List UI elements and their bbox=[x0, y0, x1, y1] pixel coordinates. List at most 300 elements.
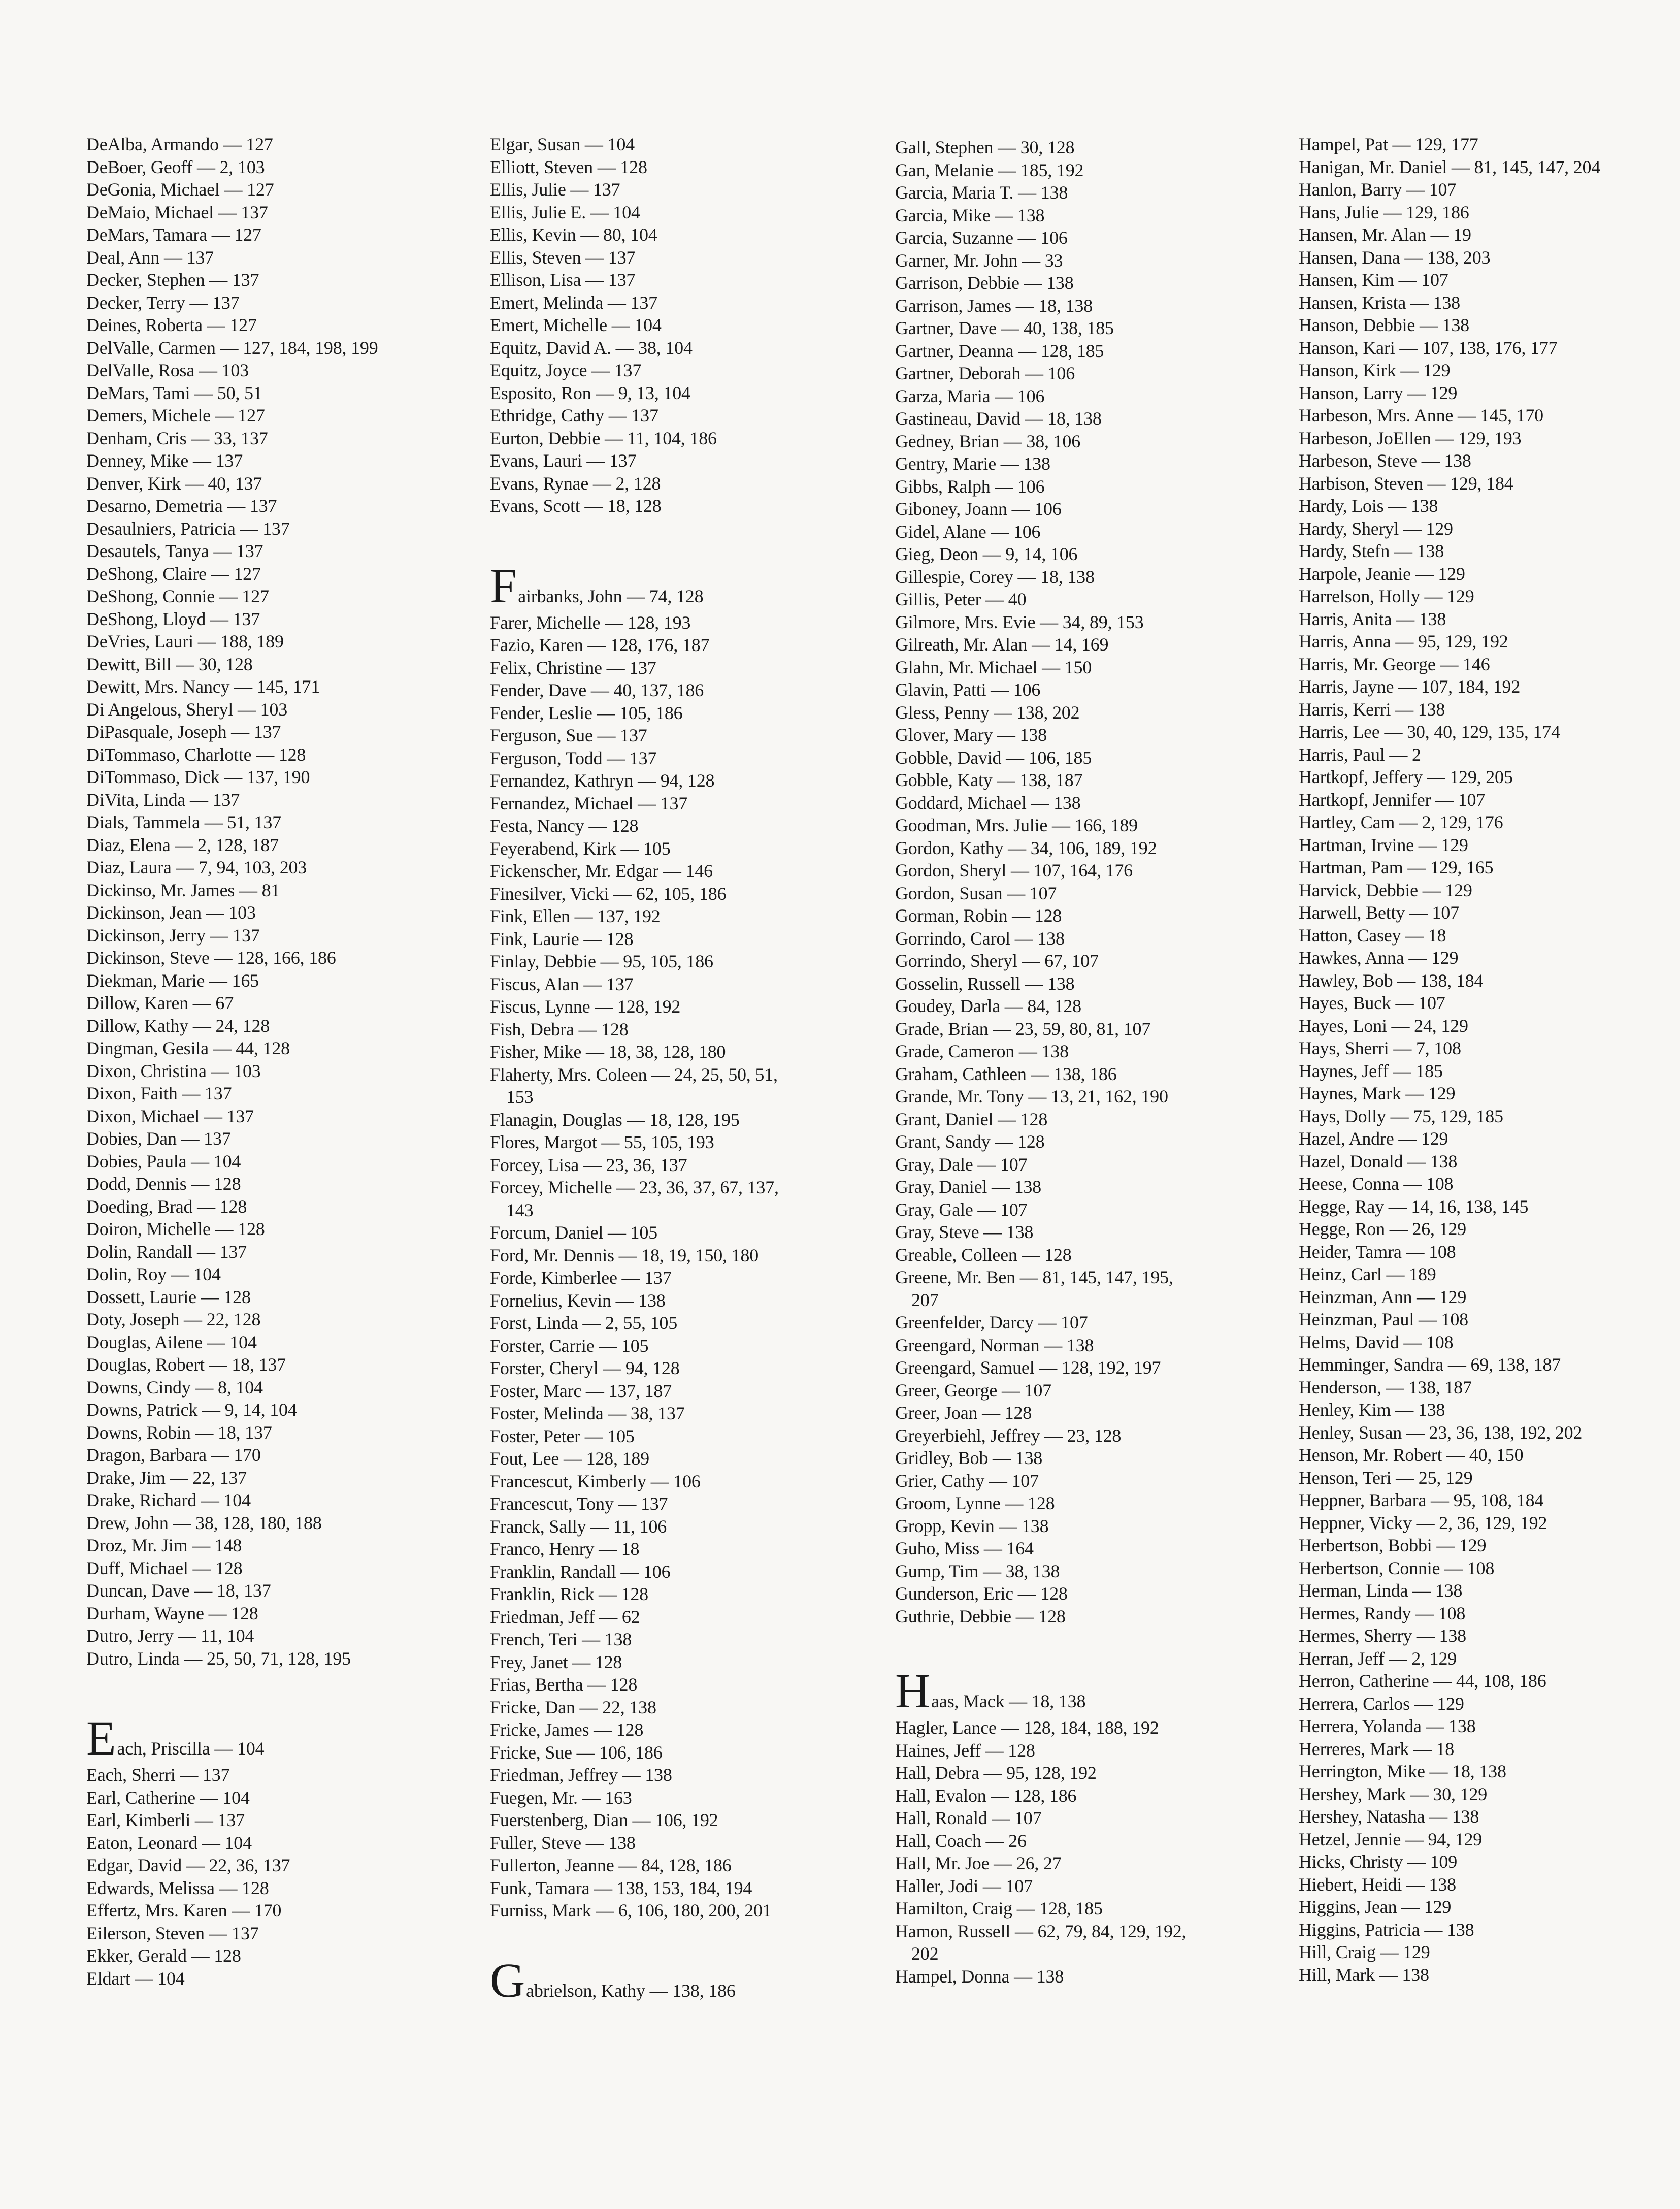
index-entry: Garrison, James — 18, 138 bbox=[895, 295, 1093, 316]
index-entry: Dickinso, Mr. James — 81 bbox=[86, 880, 280, 900]
index-entry: Harris, Kerri — 138 bbox=[1299, 699, 1445, 720]
index-entry: Diaz, Laura — 7, 94, 103, 203 bbox=[86, 857, 307, 878]
index-entry: Heinzman, Paul — 108 bbox=[1299, 1309, 1468, 1329]
index-entry: Harwell, Betty — 107 bbox=[1299, 902, 1459, 923]
index-entry: Gordon, Kathy — 34, 106, 189, 192 bbox=[895, 837, 1157, 858]
index-entry: Denney, Mike — 137 bbox=[86, 450, 243, 471]
index-entry: DiPasquale, Joseph — 137 bbox=[86, 722, 281, 742]
index-entry-wrapped: Hamon, Russell — 62, 79, 84, 129, 192, 202 bbox=[895, 1921, 1187, 1964]
index-entry: Heinzman, Ann — 129 bbox=[1299, 1286, 1467, 1307]
index-entry: Harris, Lee — 30, 40, 129, 135, 174 bbox=[1299, 722, 1560, 742]
index-entry: Earl, Kimberli — 137 bbox=[86, 1810, 245, 1830]
index-entry: Forcum, Daniel — 105 bbox=[490, 1222, 657, 1243]
index-entry: Dolin, Roy — 104 bbox=[86, 1264, 221, 1284]
index-entry: Haller, Jodi — 107 bbox=[895, 1875, 1033, 1896]
index-entry: Fink, Laurie — 128 bbox=[490, 928, 634, 949]
index-entry: Gan, Melanie — 185, 192 bbox=[895, 159, 1084, 180]
index-entry: Gobble, David — 106, 185 bbox=[895, 747, 1092, 768]
index-entry: Harbeson, Mrs. Anne — 145, 170 bbox=[1299, 405, 1543, 426]
index-entry: Hans, Julie — 129, 186 bbox=[1299, 202, 1469, 222]
index-entry: Hanson, Larry — 129 bbox=[1299, 382, 1458, 403]
index-entry: Franklin, Rick — 128 bbox=[490, 1584, 648, 1604]
index-entry: Drake, Jim — 22, 137 bbox=[86, 1467, 247, 1488]
index-entry: Greer, George — 107 bbox=[895, 1380, 1051, 1401]
index-entry: Hansen, Krista — 138 bbox=[1299, 292, 1460, 313]
index-entry: Hatton, Casey — 18 bbox=[1299, 925, 1446, 946]
h-entries bbox=[895, 1716, 1296, 1920]
index-entry: Henson, Teri — 25, 129 bbox=[1299, 1467, 1473, 1488]
index-entry: Gastineau, David — 18, 138 bbox=[895, 408, 1102, 429]
index-entry: Hartman, Pam — 129, 165 bbox=[1299, 857, 1494, 878]
index-entry: Dobies, Dan — 137 bbox=[86, 1128, 231, 1149]
index-entry: Hazel, Donald — 138 bbox=[1299, 1151, 1458, 1172]
index-entry: Gridley, Bob — 138 bbox=[895, 1448, 1043, 1468]
index-entry: Edwards, Melissa — 128 bbox=[86, 1877, 269, 1898]
index-entry: Friedman, Jeff — 62 bbox=[490, 1606, 640, 1627]
index-entry: Forcey, Lisa — 23, 36, 137 bbox=[490, 1154, 687, 1175]
index-entry: Gall, Stephen — 30, 128 bbox=[895, 137, 1075, 157]
index-entry: Hayes, Loni — 24, 129 bbox=[1299, 1015, 1468, 1036]
index-entry: Fricke, James — 128 bbox=[490, 1719, 644, 1740]
index-entry: Harbeson, Steve — 138 bbox=[1299, 450, 1471, 471]
index-entry: Eaton, Leonard — 104 bbox=[86, 1832, 252, 1853]
index-column-1 bbox=[86, 133, 472, 1990]
e-entries-continued bbox=[490, 133, 891, 517]
index-entry: Greengard, Samuel — 128, 192, 197 bbox=[895, 1357, 1161, 1378]
index-entry: Gordon, Susan — 107 bbox=[895, 883, 1057, 903]
index-entry: Fuegen, Mr. — 163 bbox=[490, 1787, 632, 1808]
index-entry: Decker, Terry — 137 bbox=[86, 292, 240, 313]
index-entry: Dixon, Michael — 137 bbox=[86, 1106, 254, 1126]
g-entries bbox=[895, 136, 1296, 1266]
index-entry: Grant, Sandy — 128 bbox=[895, 1131, 1045, 1152]
index-entry: Doty, Joseph — 22, 128 bbox=[86, 1309, 261, 1329]
index-entry: Duncan, Dave — 18, 137 bbox=[86, 1580, 271, 1601]
index-column-3 bbox=[895, 136, 1296, 1988]
index-entry: Hagler, Lance — 128, 184, 188, 192 bbox=[895, 1717, 1159, 1738]
index-entry: Gieg, Deon — 9, 14, 106 bbox=[895, 544, 1078, 564]
index-entry: Fullerton, Jeanne — 84, 128, 186 bbox=[490, 1855, 732, 1875]
index-entry-wrapped: Greene, Mr. Ben — 81, 145, 147, 195, 207 bbox=[895, 1267, 1173, 1310]
index-entry: Gray, Steve — 138 bbox=[895, 1222, 1034, 1242]
index-entry: Fazio, Karen — 128, 176, 187 bbox=[490, 635, 710, 655]
index-entry: Feyerabend, Kirk — 105 bbox=[490, 838, 671, 859]
index-entry: DeMars, Tamara — 127 bbox=[86, 224, 261, 245]
index-entry: Ekker, Gerald — 128 bbox=[86, 1945, 241, 1966]
index-entry: Grade, Cameron — 138 bbox=[895, 1041, 1069, 1061]
index-entry: Gosselin, Russell — 138 bbox=[895, 973, 1075, 994]
index-entry: Glavin, Patti — 106 bbox=[895, 679, 1041, 700]
index-entry: Durham, Wayne — 128 bbox=[86, 1603, 258, 1623]
drop-cap-h: H bbox=[895, 1664, 931, 1718]
index-entry: DeShong, Claire — 127 bbox=[86, 563, 261, 584]
index-entry: Forst, Linda — 2, 55, 105 bbox=[490, 1313, 677, 1333]
index-entry: Gunderson, Eric — 128 bbox=[895, 1583, 1068, 1604]
d-entries bbox=[86, 133, 472, 1670]
index-entry: Hall, Ronald — 107 bbox=[895, 1808, 1042, 1828]
drop-cap-g: G bbox=[490, 1953, 525, 2007]
drop-cap-f: F bbox=[490, 558, 517, 613]
index-entry: Each, Sherri — 137 bbox=[86, 1765, 230, 1785]
index-entry: Dodd, Dennis — 128 bbox=[86, 1174, 241, 1194]
index-entry: Francescut, Kimberly — 106 bbox=[490, 1471, 701, 1491]
index-entry: Fish, Debra — 128 bbox=[490, 1019, 629, 1039]
index-entry: Evans, Lauri — 137 bbox=[490, 450, 637, 471]
index-entry: Downs, Patrick — 9, 14, 104 bbox=[86, 1400, 297, 1420]
index-entry: Harris, Jayne — 107, 184, 192 bbox=[1299, 676, 1521, 697]
index-entry: Fuerstenberg, Dian — 106, 192 bbox=[490, 1810, 718, 1830]
index-entry: DeShong, Connie — 127 bbox=[86, 586, 269, 606]
index-entry: Herran, Jeff — 2, 129 bbox=[1299, 1648, 1457, 1669]
index-entry: Festa, Nancy — 128 bbox=[490, 816, 639, 836]
index-entry: Hicks, Christy — 109 bbox=[1299, 1851, 1458, 1872]
index-entry: Ellis, Julie — 137 bbox=[490, 179, 620, 200]
index-entry: Gilmore, Mrs. Evie — 34, 89, 153 bbox=[895, 611, 1144, 632]
index-entry: Gorman, Robin — 128 bbox=[895, 905, 1062, 926]
index-entry: Gray, Gale — 107 bbox=[895, 1199, 1028, 1220]
e-entries bbox=[86, 1764, 472, 1990]
index-entry: Gillis, Peter — 40 bbox=[895, 589, 1027, 609]
index-entry: Goodman, Mrs. Julie — 166, 189 bbox=[895, 815, 1138, 835]
index-entry: Effertz, Mrs. Karen — 170 bbox=[86, 1900, 282, 1921]
index-entry: Gillespie, Corey — 18, 138 bbox=[895, 566, 1095, 587]
index-entry: Finesilver, Vicki — 62, 105, 186 bbox=[490, 883, 727, 904]
index-entry: Emert, Melinda — 137 bbox=[490, 292, 657, 313]
index-entry: Gobble, Katy — 138, 187 bbox=[895, 770, 1083, 790]
index-entry: Funk, Tamara — 138, 153, 184, 194 bbox=[490, 1877, 752, 1898]
index-entry: Harris, Anna — 95, 129, 192 bbox=[1299, 631, 1508, 652]
index-entry: DiTommaso, Charlotte — 128 bbox=[86, 744, 306, 765]
index-entry: Garcia, Maria T. — 138 bbox=[895, 182, 1068, 203]
index-entry: Hampel, Pat — 129, 177 bbox=[1299, 134, 1478, 154]
index-entry: Glover, Mary — 138 bbox=[895, 725, 1047, 745]
index-entry: Dutro, Linda — 25, 50, 71, 128, 195 bbox=[86, 1648, 351, 1669]
index-entry: Herbertson, Connie — 108 bbox=[1299, 1557, 1495, 1578]
index-entry: Hawley, Bob — 138, 184 bbox=[1299, 970, 1484, 991]
index-entry: Elgar, Susan — 104 bbox=[490, 134, 635, 154]
index-entry: Gilreath, Mr. Alan — 14, 169 bbox=[895, 634, 1109, 655]
index-entry: Dickinson, Jean — 103 bbox=[86, 902, 256, 923]
index-entry: DeAlba, Armando — 127 bbox=[86, 134, 273, 154]
index-entry: Hall, Coach — 26 bbox=[895, 1830, 1027, 1851]
index-entry: Hanigan, Mr. Daniel — 81, 145, 147, 204 bbox=[1299, 156, 1601, 177]
index-entry: Fender, Leslie — 105, 186 bbox=[490, 702, 683, 723]
index-entry: Hegge, Ray — 14, 16, 138, 145 bbox=[1299, 1196, 1529, 1217]
index-entry: Higgins, Jean — 129 bbox=[1299, 1897, 1452, 1917]
index-entry: Fiscus, Alan — 137 bbox=[490, 973, 634, 994]
index-entry: Henley, Kim — 138 bbox=[1299, 1400, 1445, 1420]
index-entry: Gump, Tim — 38, 138 bbox=[895, 1561, 1060, 1581]
index-entry: Goddard, Michael — 138 bbox=[895, 792, 1081, 813]
index-entry: Finlay, Debbie — 95, 105, 186 bbox=[490, 951, 713, 971]
index-entry: Evans, Scott — 18, 128 bbox=[490, 496, 662, 516]
index-entry: Fender, Dave — 40, 137, 186 bbox=[490, 680, 704, 700]
index-entry: DeBoer, Geoff — 2, 103 bbox=[86, 156, 265, 177]
index-entry: Hartman, Irvine — 129 bbox=[1299, 834, 1468, 855]
index-entry: Downs, Cindy — 8, 104 bbox=[86, 1377, 263, 1398]
f-entries-2 bbox=[490, 1109, 891, 1177]
index-entry: Guthrie, Debbie — 128 bbox=[895, 1606, 1066, 1627]
index-entry: Greengard, Norman — 138 bbox=[895, 1335, 1094, 1355]
index-entry: Grande, Mr. Tony — 13, 21, 162, 190 bbox=[895, 1086, 1168, 1107]
index-entry: Gray, Dale — 107 bbox=[895, 1154, 1028, 1175]
index-entry: Grant, Daniel — 128 bbox=[895, 1109, 1048, 1129]
index-entry: Gedney, Brian — 38, 106 bbox=[895, 431, 1080, 451]
index-entry: Deal, Ann — 137 bbox=[86, 247, 214, 268]
index-entry: DeVries, Lauri — 188, 189 bbox=[86, 631, 284, 652]
index-entry: Hetzel, Jennie — 94, 129 bbox=[1299, 1829, 1483, 1849]
index-entry: Ferguson, Todd — 137 bbox=[490, 748, 657, 768]
index-entry: Hampel, Donna — 138 bbox=[895, 1966, 1064, 1987]
index-entry: Hazel, Andre — 129 bbox=[1299, 1128, 1448, 1149]
index-entry: Drake, Richard — 104 bbox=[86, 1490, 251, 1510]
index-entry: Di Angelous, Sheryl — 103 bbox=[86, 699, 287, 720]
index-entry: Droz, Mr. Jim — 148 bbox=[86, 1535, 242, 1555]
index-entry: Downs, Robin — 18, 137 bbox=[86, 1422, 272, 1443]
index-entry: Fernandez, Kathryn — 94, 128 bbox=[490, 770, 715, 791]
index-entry: Hemminger, Sandra — 69, 138, 187 bbox=[1299, 1354, 1561, 1375]
index-entry: Eurton, Debbie — 11, 104, 186 bbox=[490, 428, 717, 448]
index-entry: Friedman, Jeffrey — 138 bbox=[490, 1765, 672, 1785]
index-entry: Dickinson, Steve — 128, 166, 186 bbox=[86, 948, 336, 968]
index-entry: Gropp, Kevin — 138 bbox=[895, 1515, 1049, 1536]
index-entry: Gartner, Deborah — 106 bbox=[895, 363, 1075, 383]
index-entry: Hansen, Dana — 138, 203 bbox=[1299, 247, 1491, 268]
index-entry: Hardy, Sheryl — 129 bbox=[1299, 518, 1453, 539]
index-entry: DeShong, Lloyd — 137 bbox=[86, 608, 260, 629]
index-entry: DeMaio, Michael — 137 bbox=[86, 202, 268, 222]
index-entry: Haynes, Mark — 129 bbox=[1299, 1083, 1456, 1103]
index-entry: Hegge, Ron — 26, 129 bbox=[1299, 1219, 1466, 1239]
index-entry: Greable, Colleen — 128 bbox=[895, 1244, 1072, 1265]
index-entry: Hermes, Randy — 108 bbox=[1299, 1603, 1466, 1623]
index-entry: Guho, Miss — 164 bbox=[895, 1538, 1034, 1558]
index-entry: Dillow, Kathy — 24, 128 bbox=[86, 1015, 270, 1036]
index-entry: Fricke, Sue — 106, 186 bbox=[490, 1742, 663, 1763]
h-entries-continued bbox=[1299, 133, 1674, 1986]
index-entry: Fisher, Mike — 18, 38, 128, 180 bbox=[490, 1042, 726, 1062]
index-entry: Denham, Cris — 33, 137 bbox=[86, 428, 268, 448]
index-entry: Hartley, Cam — 2, 129, 176 bbox=[1299, 812, 1503, 832]
index-entry: Garcia, Suzanne — 106 bbox=[895, 228, 1068, 248]
index-entry: Heider, Tamra — 108 bbox=[1299, 1241, 1456, 1262]
index-entry: Hartkopf, Jeffery — 129, 205 bbox=[1299, 767, 1513, 787]
index-entry: DiVita, Linda — 137 bbox=[86, 789, 240, 810]
index-entry: Emert, Michelle — 104 bbox=[490, 315, 662, 335]
index-entry: Hansen, Kim — 107 bbox=[1299, 270, 1448, 290]
index-entry: Hayes, Buck — 107 bbox=[1299, 993, 1445, 1013]
index-entry: Franck, Sally — 11, 106 bbox=[490, 1516, 667, 1537]
index-entry: Garza, Maria — 106 bbox=[895, 385, 1045, 406]
index-entry: Harris, Paul — 2 bbox=[1299, 744, 1421, 765]
index-entry: Ford, Mr. Dennis — 18, 19, 150, 180 bbox=[490, 1245, 759, 1265]
index-entry: Desaulniers, Patricia — 137 bbox=[86, 518, 290, 539]
index-entry: Francescut, Tony — 137 bbox=[490, 1493, 668, 1514]
index-entry: Hardy, Lois — 138 bbox=[1299, 496, 1438, 516]
index-entry: Hays, Sherri — 7, 108 bbox=[1299, 1038, 1461, 1058]
index-entry: Frias, Bertha — 128 bbox=[490, 1674, 638, 1695]
index-entry: Haynes, Jeff — 185 bbox=[1299, 1060, 1443, 1081]
index-entry: Hamilton, Craig — 128, 185 bbox=[895, 1898, 1103, 1919]
index-entry: Hanlon, Barry — 107 bbox=[1299, 179, 1457, 200]
index-entry: Hawkes, Anna — 129 bbox=[1299, 948, 1459, 968]
index-entry: Fout, Lee — 128, 189 bbox=[490, 1448, 649, 1469]
h-section bbox=[895, 1664, 1296, 1988]
index-entry: Demers, Michele — 127 bbox=[86, 405, 265, 426]
index-entry: Glahn, Mr. Michael — 150 bbox=[895, 657, 1092, 677]
index-entry: Harrelson, Holly — 129 bbox=[1299, 586, 1474, 606]
index-entry: Dobies, Paula — 104 bbox=[86, 1151, 241, 1172]
index-entry: Hartkopf, Jennifer — 107 bbox=[1299, 789, 1486, 810]
g-entries-2 bbox=[895, 1311, 1296, 1628]
index-entry: Haines, Jeff — 128 bbox=[895, 1740, 1035, 1761]
index-entry: Dragon, Barbara — 170 bbox=[86, 1445, 261, 1465]
e-section-first-entry: Each, Priscilla — 104 bbox=[86, 1711, 265, 1765]
index-entry: Doeding, Brad — 128 bbox=[86, 1196, 247, 1217]
index-entry: Gartner, Dave — 40, 138, 185 bbox=[895, 318, 1114, 338]
index-entry: Dixon, Faith — 137 bbox=[86, 1083, 232, 1103]
index-entry: Herrera, Yolanda — 138 bbox=[1299, 1716, 1476, 1736]
index-entry: Denver, Kirk — 40, 137 bbox=[86, 473, 262, 494]
index-entry: Dewitt, Bill — 30, 128 bbox=[86, 654, 253, 674]
index-entry: Herrera, Carlos — 129 bbox=[1299, 1693, 1464, 1714]
index-entry: Duff, Michael — 128 bbox=[86, 1557, 243, 1578]
index-entry: Gentry, Marie — 138 bbox=[895, 453, 1050, 474]
index-entry: Ellis, Kevin — 80, 104 bbox=[490, 224, 657, 245]
index-entry: Groom, Lynne — 128 bbox=[895, 1493, 1055, 1513]
index-entry-wrapped: Forcey, Michelle — 23, 36, 37, 67, 137, 143 bbox=[490, 1177, 779, 1220]
index-entry: Desarno, Demetria — 137 bbox=[86, 496, 277, 516]
index-entry: Eldart — 104 bbox=[86, 1968, 185, 1989]
index-entry: Ellis, Julie E. — 104 bbox=[490, 202, 640, 222]
index-entry: Hanson, Debbie — 138 bbox=[1299, 315, 1469, 335]
index-entry: Diaz, Elena — 2, 128, 187 bbox=[86, 834, 279, 855]
index-entry: Herman, Linda — 138 bbox=[1299, 1580, 1463, 1601]
index-entry: Foster, Marc — 137, 187 bbox=[490, 1380, 672, 1401]
index-entry: Gorrindo, Sheryl — 67, 107 bbox=[895, 951, 1099, 971]
index-entry: Dillow, Karen — 67 bbox=[86, 993, 234, 1013]
f-entries bbox=[490, 611, 891, 1063]
g-section-start bbox=[490, 1953, 891, 2007]
index-entry: Gordon, Sheryl — 107, 164, 176 bbox=[895, 860, 1133, 881]
index-entry: Fickenscher, Mr. Edgar — 146 bbox=[490, 861, 713, 881]
index-entry: Harbison, Steven — 129, 184 bbox=[1299, 473, 1513, 494]
index-entry: Felix, Christine — 137 bbox=[490, 657, 656, 678]
index-entry: Franklin, Randall — 106 bbox=[490, 1561, 671, 1582]
index-entry: Goudey, Darla — 84, 128 bbox=[895, 996, 1081, 1016]
index-entry: Hardy, Stefn — 138 bbox=[1299, 541, 1444, 561]
index-entry: Greyerbiehl, Jeffrey — 23, 128 bbox=[895, 1425, 1122, 1446]
index-entry: DeMars, Tami — 50, 51 bbox=[86, 382, 262, 403]
index-entry: Henley, Susan — 23, 36, 138, 192, 202 bbox=[1299, 1422, 1583, 1443]
index-entry: Franco, Henry — 18 bbox=[490, 1539, 640, 1559]
index-entry-wrapped: Flaherty, Mrs. Coleen — 24, 25, 50, 51, 153 bbox=[490, 1064, 778, 1107]
index-entry: Harris, Mr. George — 146 bbox=[1299, 654, 1490, 674]
index-entry: Equitz, David A. — 38, 104 bbox=[490, 337, 693, 358]
index-entry: Douglas, Ailene — 104 bbox=[86, 1331, 257, 1352]
index-entry: Dixon, Christina — 103 bbox=[86, 1060, 261, 1081]
index-entry: Eilerson, Steven — 137 bbox=[86, 1923, 259, 1943]
index-entry: Helms, David — 108 bbox=[1299, 1331, 1454, 1352]
index-entry: Harbeson, JoEllen — 129, 193 bbox=[1299, 428, 1522, 448]
index-entry: Dolin, Randall — 137 bbox=[86, 1241, 247, 1262]
index-entry: Fernandez, Michael — 137 bbox=[490, 793, 688, 814]
index-entry: Deines, Roberta — 127 bbox=[86, 315, 257, 335]
index-entry: DeGonia, Michael — 127 bbox=[86, 179, 274, 200]
index-entry: Heppner, Vicky — 2, 36, 129, 192 bbox=[1299, 1512, 1547, 1533]
index-entry: Foster, Peter — 105 bbox=[490, 1425, 635, 1446]
index-entry: Fornelius, Kevin — 138 bbox=[490, 1290, 666, 1311]
index-entry: Garcia, Mike — 138 bbox=[895, 205, 1045, 225]
index-entry: Farer, Michelle — 128, 193 bbox=[490, 612, 691, 633]
index-entry: Hill, Mark — 138 bbox=[1299, 1964, 1429, 1985]
index-entry: Fuller, Steve — 138 bbox=[490, 1832, 636, 1853]
index-entry: Dossett, Laurie — 128 bbox=[86, 1286, 251, 1307]
index-entry: Foster, Melinda — 38, 137 bbox=[490, 1403, 685, 1423]
e-section bbox=[86, 1711, 472, 1990]
index-entry: Ethridge, Cathy — 137 bbox=[490, 405, 658, 426]
index-entry: Ferguson, Sue — 137 bbox=[490, 725, 647, 745]
index-entry: Evans, Rynae — 2, 128 bbox=[490, 473, 661, 494]
index-entry: Dickinson, Jerry — 137 bbox=[86, 925, 260, 946]
index-entry: Fiscus, Lynne — 128, 192 bbox=[490, 996, 681, 1017]
f-section-first-entry: Fairbanks, John — 74, 128 bbox=[490, 558, 704, 613]
index-entry: Hermes, Sherry — 138 bbox=[1299, 1626, 1466, 1646]
index-entry: Forster, Carrie — 105 bbox=[490, 1335, 649, 1356]
index-entry: Herrington, Mike — 18, 138 bbox=[1299, 1761, 1506, 1781]
index-entry: Fricke, Dan — 22, 138 bbox=[490, 1697, 656, 1717]
index-entry: Esposito, Ron — 9, 13, 104 bbox=[490, 382, 690, 403]
f-section bbox=[490, 558, 891, 1922]
f-entries-3 bbox=[490, 1221, 891, 1922]
index-entry: Desautels, Tanya — 137 bbox=[86, 541, 263, 561]
index-entry: Hershey, Natasha — 138 bbox=[1299, 1806, 1479, 1827]
index-entry: Forster, Cheryl — 94, 128 bbox=[490, 1358, 680, 1378]
index-entry: French, Teri — 138 bbox=[490, 1629, 632, 1649]
index-entry: Harpole, Jeanie — 129 bbox=[1299, 563, 1465, 584]
index-entry: DelValle, Rosa — 103 bbox=[86, 360, 249, 380]
index-entry: Gartner, Deanna — 128, 185 bbox=[895, 340, 1104, 361]
index-entry: Flanagin, Douglas — 18, 128, 195 bbox=[490, 1109, 740, 1130]
index-entry: Hall, Debra — 95, 128, 192 bbox=[895, 1763, 1097, 1783]
index-entry: Hall, Mr. Joe — 26, 27 bbox=[895, 1853, 1062, 1873]
index-entry: Hansen, Mr. Alan — 19 bbox=[1299, 224, 1471, 245]
index-entry: Harvick, Debbie — 129 bbox=[1299, 880, 1472, 900]
index-entry: Forde, Kimberlee — 137 bbox=[490, 1268, 672, 1288]
index-entry: Harris, Anita — 138 bbox=[1299, 608, 1446, 629]
h-entries-2 bbox=[895, 1965, 1296, 1988]
index-entry: Dutro, Jerry — 11, 104 bbox=[86, 1626, 254, 1646]
index-entry: Gibbs, Ralph — 106 bbox=[895, 476, 1045, 497]
index-entry: Hays, Dolly — 75, 129, 185 bbox=[1299, 1106, 1503, 1126]
index-column-4 bbox=[1299, 133, 1674, 1986]
index-entry: Greer, Joan — 128 bbox=[895, 1403, 1032, 1423]
index-entry: Edgar, David — 22, 36, 137 bbox=[86, 1855, 290, 1875]
index-entry: Greenfelder, Darcy — 107 bbox=[895, 1312, 1088, 1333]
index-column-2 bbox=[490, 133, 891, 2006]
index-entry: Heppner, Barbara — 95, 108, 184 bbox=[1299, 1490, 1544, 1510]
index-entry: Hall, Evalon — 128, 186 bbox=[895, 1785, 1077, 1806]
index-entry: Dials, Tammela — 51, 137 bbox=[86, 812, 281, 832]
index-entry: Doiron, Michelle — 128 bbox=[86, 1219, 265, 1239]
index-entry: Furniss, Mark — 6, 106, 180, 200, 201 bbox=[490, 1900, 772, 1921]
index-entry: Garrison, Debbie — 138 bbox=[895, 273, 1074, 293]
drop-cap-e: E bbox=[86, 1711, 116, 1765]
index-entry: Douglas, Robert — 18, 137 bbox=[86, 1354, 286, 1375]
index-entry: Fink, Ellen — 137, 192 bbox=[490, 906, 661, 926]
index-entry: Giboney, Joann — 106 bbox=[895, 499, 1062, 519]
index-entry: Heese, Conna — 108 bbox=[1299, 1174, 1454, 1194]
